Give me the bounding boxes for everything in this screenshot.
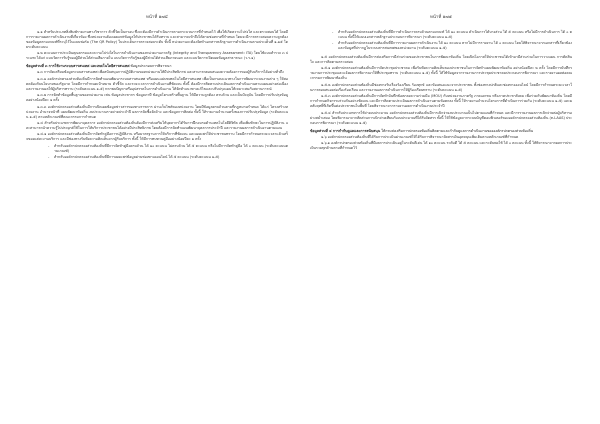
section-heading-bold: ข้อมูลส่วนที่ ๔ การกำกับดูแลและการสนับสนุน xyxy=(310,128,381,133)
page-number: หน้าที่ ๑๗๕ xyxy=(430,15,452,20)
bullet-dash-icon: - xyxy=(48,143,50,148)
section-heading xyxy=(26,64,288,69)
bullet-dash-icon: - xyxy=(332,41,334,45)
paragraph: ๑.๒ คะแนนการประเมินคุณธรรมและความโปร่งใสในการดำเนินงานของหน่วยงานภาครัฐ (Integrity and Transparency Assessment: ITA) โดยใช้แบบสำรวจ ๓ ประเภท ได้แก่ แบบวัดการรับรู้ของผู้มีส่วนได้ส่วนเสียภายใน แบบวัดการรับรู้ของผู้มีส่วนได้ส่วนเสียภายนอก และแบบวัดการเปิดเผยข้อมูลสาธารณะ (ว.ร.๑) xyxy=(26,51,288,61)
paragraph: ๑.๓.๒ การจัดทำข้อมูลพื้นฐานของหน่วยงาน เช่น ข้อมูลประชากร ข้อมูลภาษี ข้อมูลโครงสร้างพื้นฐาน ให้มีความถูกต้อง ครบถ้วน และเป็นปัจจุบัน โดยมีการปรับปรุงข้อมูลอย่างน้อยปีละ ๑ ครั้ง xyxy=(26,93,288,103)
section-heading-rest: ให้กรมส่งเสริมการปกครองท้องถิ่นติดตามและกำกับดูแลการดำเนินงานขององค์กรปกครองส่วนท้องถิ่น xyxy=(380,128,534,133)
paragraph: ๑.๕.๓ องค์กรปกครองส่วนท้องถิ่นมีการจัดทำบันทึกข้อตกลงความร่วมมือ (MOU) กับหน่วยงานภาครัฐ ภาคเอกชน หรือภาคประชาสังคม เพื่อร่วมกันพัฒนาท้องถิ่น โดยมีการกำหนดกิจกรรมร่วมกันอย่างชัดเจน และมีการติดตามประเมินผลการดำเนินงานตามข้อตกลง ทั้งนี้ ให้รายงานจำนวนโครงการที่ดำเนินการร่วมกัน (ระดับคะแนน ๑-๕) และผลสัมฤทธิ์ที่เกิดขึ้นต่อประชาชนในพื้นที่ โดยพิจารณาจากรายงานผลการดำเนินงานประจำปี xyxy=(310,94,572,109)
section-heading-bold: ข้อมูลส่วนที่ ๓ การใช้งานระบบสารสนเทศ และเทคโนโลยีสารสนเทศ xyxy=(26,64,130,69)
paragraph: ๑.๓.๑ องค์กรปกครองส่วนท้องถิ่นมีการจัดทำแผนพัฒนาระบบสารสนเทศ หรือแผนแม่บทเทคโนโลยีสารสนเทศ เพื่อเป็นกรอบแนวทางในการพัฒนาระบบงานต่าง ๆ ให้สอดคล้องกับนโยบายของรัฐบาล โดยมีการกำหนดเป้าหมาย ตัวชี้วัด และระยะเวลาการดำเนินงานที่ชัดเจน ทั้งนี้ ต้องมีการติดตามประเมินผลการดำเนินงานตามแผนอย่างต่อเนื่อง และรายงานผลให้ผู้บริหารทราบ (ระดับคะแนน ๑-๕) หากพบปัญหาหรืออุปสรรคในการดำเนินงาน ให้จัดทำแนวทางแก้ไขและปรับปรุงแผนให้เหมาะสมกับสถานการณ์ xyxy=(26,76,288,91)
bullet-dash-icon: - xyxy=(332,30,334,34)
bullet-text: สำหรับองค์กรปกครองส่วนท้องถิ่นที่มีการจัดทำคู่มือครบถ้วน ได้ ๑๐ คะแนน ไม่ครบถ้วน ได้ ๕ คะแนน หรือไม่มีการจัดทำคู่มือ ได้ ๐ คะแนน (ระดับคะแนนตามเกณฑ์) xyxy=(54,143,288,153)
bullet-item xyxy=(310,30,572,40)
paragraph: ๑.๖ องค์กรปกครองส่วนท้องถิ่นที่ได้รับการประเมินผ่านเกณฑ์ให้ได้รับการพิจารณาจัดสรรเงินอุดหนุนเพิ่มเติมตามหลักเกณฑ์ที่กำหนด xyxy=(321,134,519,139)
bullet-dash-icon: - xyxy=(48,154,50,159)
section-heading-rest: ข้อมูลประกอบการพิจารณา xyxy=(129,64,172,69)
bullet-item xyxy=(26,144,288,154)
paragraph: ๑.๕ องค์กรปกครองส่วนท้องถิ่นมีการส่งเสริมการมีส่วนร่วมของประชาชนในการพัฒนาท้องถิ่น โดยเปิดโอกาสให้ประชาชนได้เข้ามามีส่วนร่วมในการวางแผน การตัดสินใจ และการติดตามตรวจสอบ xyxy=(310,55,572,64)
paragraph: ๑.๔ สำหรับประเภทการพัฒนาบุคลากร องค์กรปกครองส่วนท้องถิ่นต้องมีการส่งเสริมให้บุคลากรได้รับการฝึกอบรมด้านเทคโนโลยีดิจิทัล เพื่อเพิ่มทักษะในการปฏิบัติงาน และสามารถนำความรู้ไปประยุกต์ใช้ในการให้บริการประชาชนได้อย่างมีประสิทธิภาพ โดยต้องมีการจัดทำแผนพัฒนาบุคลากรประจำปี และรายงานผลการดำเนินงานตามแผน xyxy=(26,120,288,130)
paragraph: ๑.๕.๔ สำหรับประเภทการใช้จ่ายงบประมาณ องค์กรปกครองส่วนท้องถิ่นมีการเบิกจ่ายงบประมาณเป็นไปตามแผนที่กำหนด และมีการรายงานผลการเบิกจ่ายต่อผู้บริหารอย่างสม่ำเสมอ โดยพิจารณาจากสัดส่วนการเบิกจ่ายเทียบกับงบประมาณที่ได้รับจัดสรร ทั้งนี้ ให้ใช้ข้อมูลจากระบบบัญชีคอมพิวเตอร์ขององค์กรปกครองส่วนท้องถิ่น (e-LAAS) ประกอบการพิจารณา (ระดับคะแนน ๑-๕) xyxy=(310,110,572,125)
bullet-item xyxy=(310,41,572,51)
bullet-text: สำหรับองค์กรปกครองส่วนท้องถิ่นที่มีการดำเนินการครบถ้วนตามเกณฑ์ ได้ ๑๐ คะแนน ดำเนินการได้บางส่วน ได้ ๕ คะแนน หรือไม่มีการดำเนินการ ได้ ๐ คะแนน ทั้งนี้ให้แนบเอกสารหลักฐานประกอบการพิจารณา (ระดับคะแนน ๑-๕) xyxy=(338,30,572,39)
right-page xyxy=(310,0,572,424)
section-heading xyxy=(310,129,572,134)
paragraph: ๑.๑ สำหรับประเภทสิ่งพิมพ์รายงานทางวิชาการ ตัวชี้วัดเป็นกรอบ ซึ่งจะต้องมีการดำเนินการตามกระบวนการที่กำหนดไว้ เพื่อให้เกิดความโปร่งใส และตรวจสอบได้ โดยมีการรายงานผลการดำเนินงานที่เกี่ยวข้อง ซึ่งหน่วยงานต้องเผยแพร่ข้อมูลให้ประชาชนได้รับทราบ และสามารถเข้าถึงได้ตามช่องทางที่กำหนด โดยจะมีการตรวจสอบความถูกต้องของข้อมูลตามเกณฑ์ที่ระบุไว้ในแบบฟอร์ม (The QR Policy) ในประเด็นการตรวจสอบระดับ ทั้งนี้ หน่วยงานจะต้องจัดทำเอกสารหลักฐานการดำเนินงานตามประเด็นที่ ๑-๑๕ โดยระดับคะแนน xyxy=(26,30,288,49)
bullet-text: สำหรับองค์กรปกครองส่วนท้องถิ่นที่มีการรายงานผลการดำเนินงาน ได้ ๑๐ คะแนน หากไม่มีการรายงาน ได้ ๐ คะแนน โดยให้พิจารณาจากเอกสารที่เกี่ยวข้องและข้อมูลที่ปรากฏในระบบสารสนเทศของหน่วยงาน (ระดับคะแนน ๑-๕) xyxy=(338,41,572,50)
left-page xyxy=(26,0,288,424)
paragraph: ๑.๖.๑ องค์กรปกครองส่วนท้องถิ่นที่มีผลการประเมินอยู่ในระดับดีเด่น ได้ ๑๐ คะแนน ระดับดี ได้ ๕ คะแนน และระดับพอใช้ ได้ ๐ คะแนน ทั้งนี้ ให้พิจารณาจากผลการประเมินรวมทุกด้านตามที่กำหนดไว้ xyxy=(310,140,572,150)
bullet-item xyxy=(26,155,288,160)
paragraph: ๑.๔.๑ องค์กรปกครองส่วนท้องถิ่นมีการจัดทำคู่มือการปฏิบัติงาน หรือมาตรฐานการให้บริการที่ชัดเจน และเผยแพร่ให้ประชาชนทราบ โดยมีการกำหนดระยะเวลาแล้วเสร็จของแต่ละงานบริการ และมีช่องทางรับฟังความคิดเห็นจากผู้รับบริการ ทั้งนี้ ให้มีการทบทวนคู่มืออย่างน้อยปีละ ๑ ครั้ง xyxy=(26,132,288,142)
paragraph: ๑.๓ การจัดเตรียมข้อมูลระบบสารสนเทศ เพื่อสนับสนุนการปฏิบัติงานของหน่วยงานให้มีประสิทธิภาพ และสามารถตอบสนองความต้องการของผู้รับบริการได้อย่างทั่วถึง xyxy=(37,70,284,75)
paragraph: ๑.๕.๒ องค์กรปกครองส่วนท้องถิ่นมีช่องทางรับเรื่องร้องเรียน ร้องทุกข์ และข้อเสนอแนะจากประชาชน ทั้งช่องทางปกติและช่องทางออนไลน์ โดยมีการกำหนดระยะเวลาในการตอบสนองต่อเรื่องร้องเรียน และรายงานผลการดำเนินการให้ผู้ร้องเรียนทราบ (ระดับคะแนน ๑-๕) xyxy=(310,82,572,92)
paragraph: ๑.๕.๑ องค์กรปกครองส่วนท้องถิ่นมีการจัดประชุมประชาคม เพื่อรับฟังความคิดเห็นของประชาชนในการจัดทำแผนพัฒนาท้องถิ่น อย่างน้อยปีละ ๒ ครั้ง โดยมีการบันทึกรายงานการประชุมและแจ้งผลการพิจารณาให้ที่ประชุมทราบ (ระดับคะแนน ๑-๕) ทั้งนี้ ให้ใช้ข้อมูลจากรายงานการประชุมประชาคมประกอบการพิจารณา และรายงานผลต่อคณะกรรมการพัฒนาท้องถิ่น xyxy=(310,66,572,81)
page-number: หน้าที่ ๑๗๔ xyxy=(146,15,168,20)
paragraph: ๑.๓.๓ องค์กรปกครองส่วนท้องถิ่นมีการเปิดเผยข้อมูลข่าวสารของทางราชการ ผ่านเว็บไซต์ของหน่วยงาน โดยมีข้อมูลครบถ้วนตามที่กฎหมายกำหนด ได้แก่ โครงสร้างหน่วยงาน อำนาจหน้าที่ แผนพัฒนาท้องถิ่น งบประมาณรายจ่ายประจำปี ผลการจัดซื้อจัดจ้าง และข้อมูลการติดต่อ ทั้งนี้ ให้รายงานจำนวนครั้งของการปรับปรุงข้อมูล (ระดับคะแนน ๑-๕) ตามหลักเกณฑ์ที่คณะกรรมการกำหนด xyxy=(26,104,288,119)
bullet-text: สำหรับองค์กรปกครองส่วนท้องถิ่นที่มีการเผยแพร่ข้อมูลผ่านช่องทางออนไลน์ ได้ ๕ คะแนน (ระดับคะแนน ๑-๕) xyxy=(54,154,220,159)
